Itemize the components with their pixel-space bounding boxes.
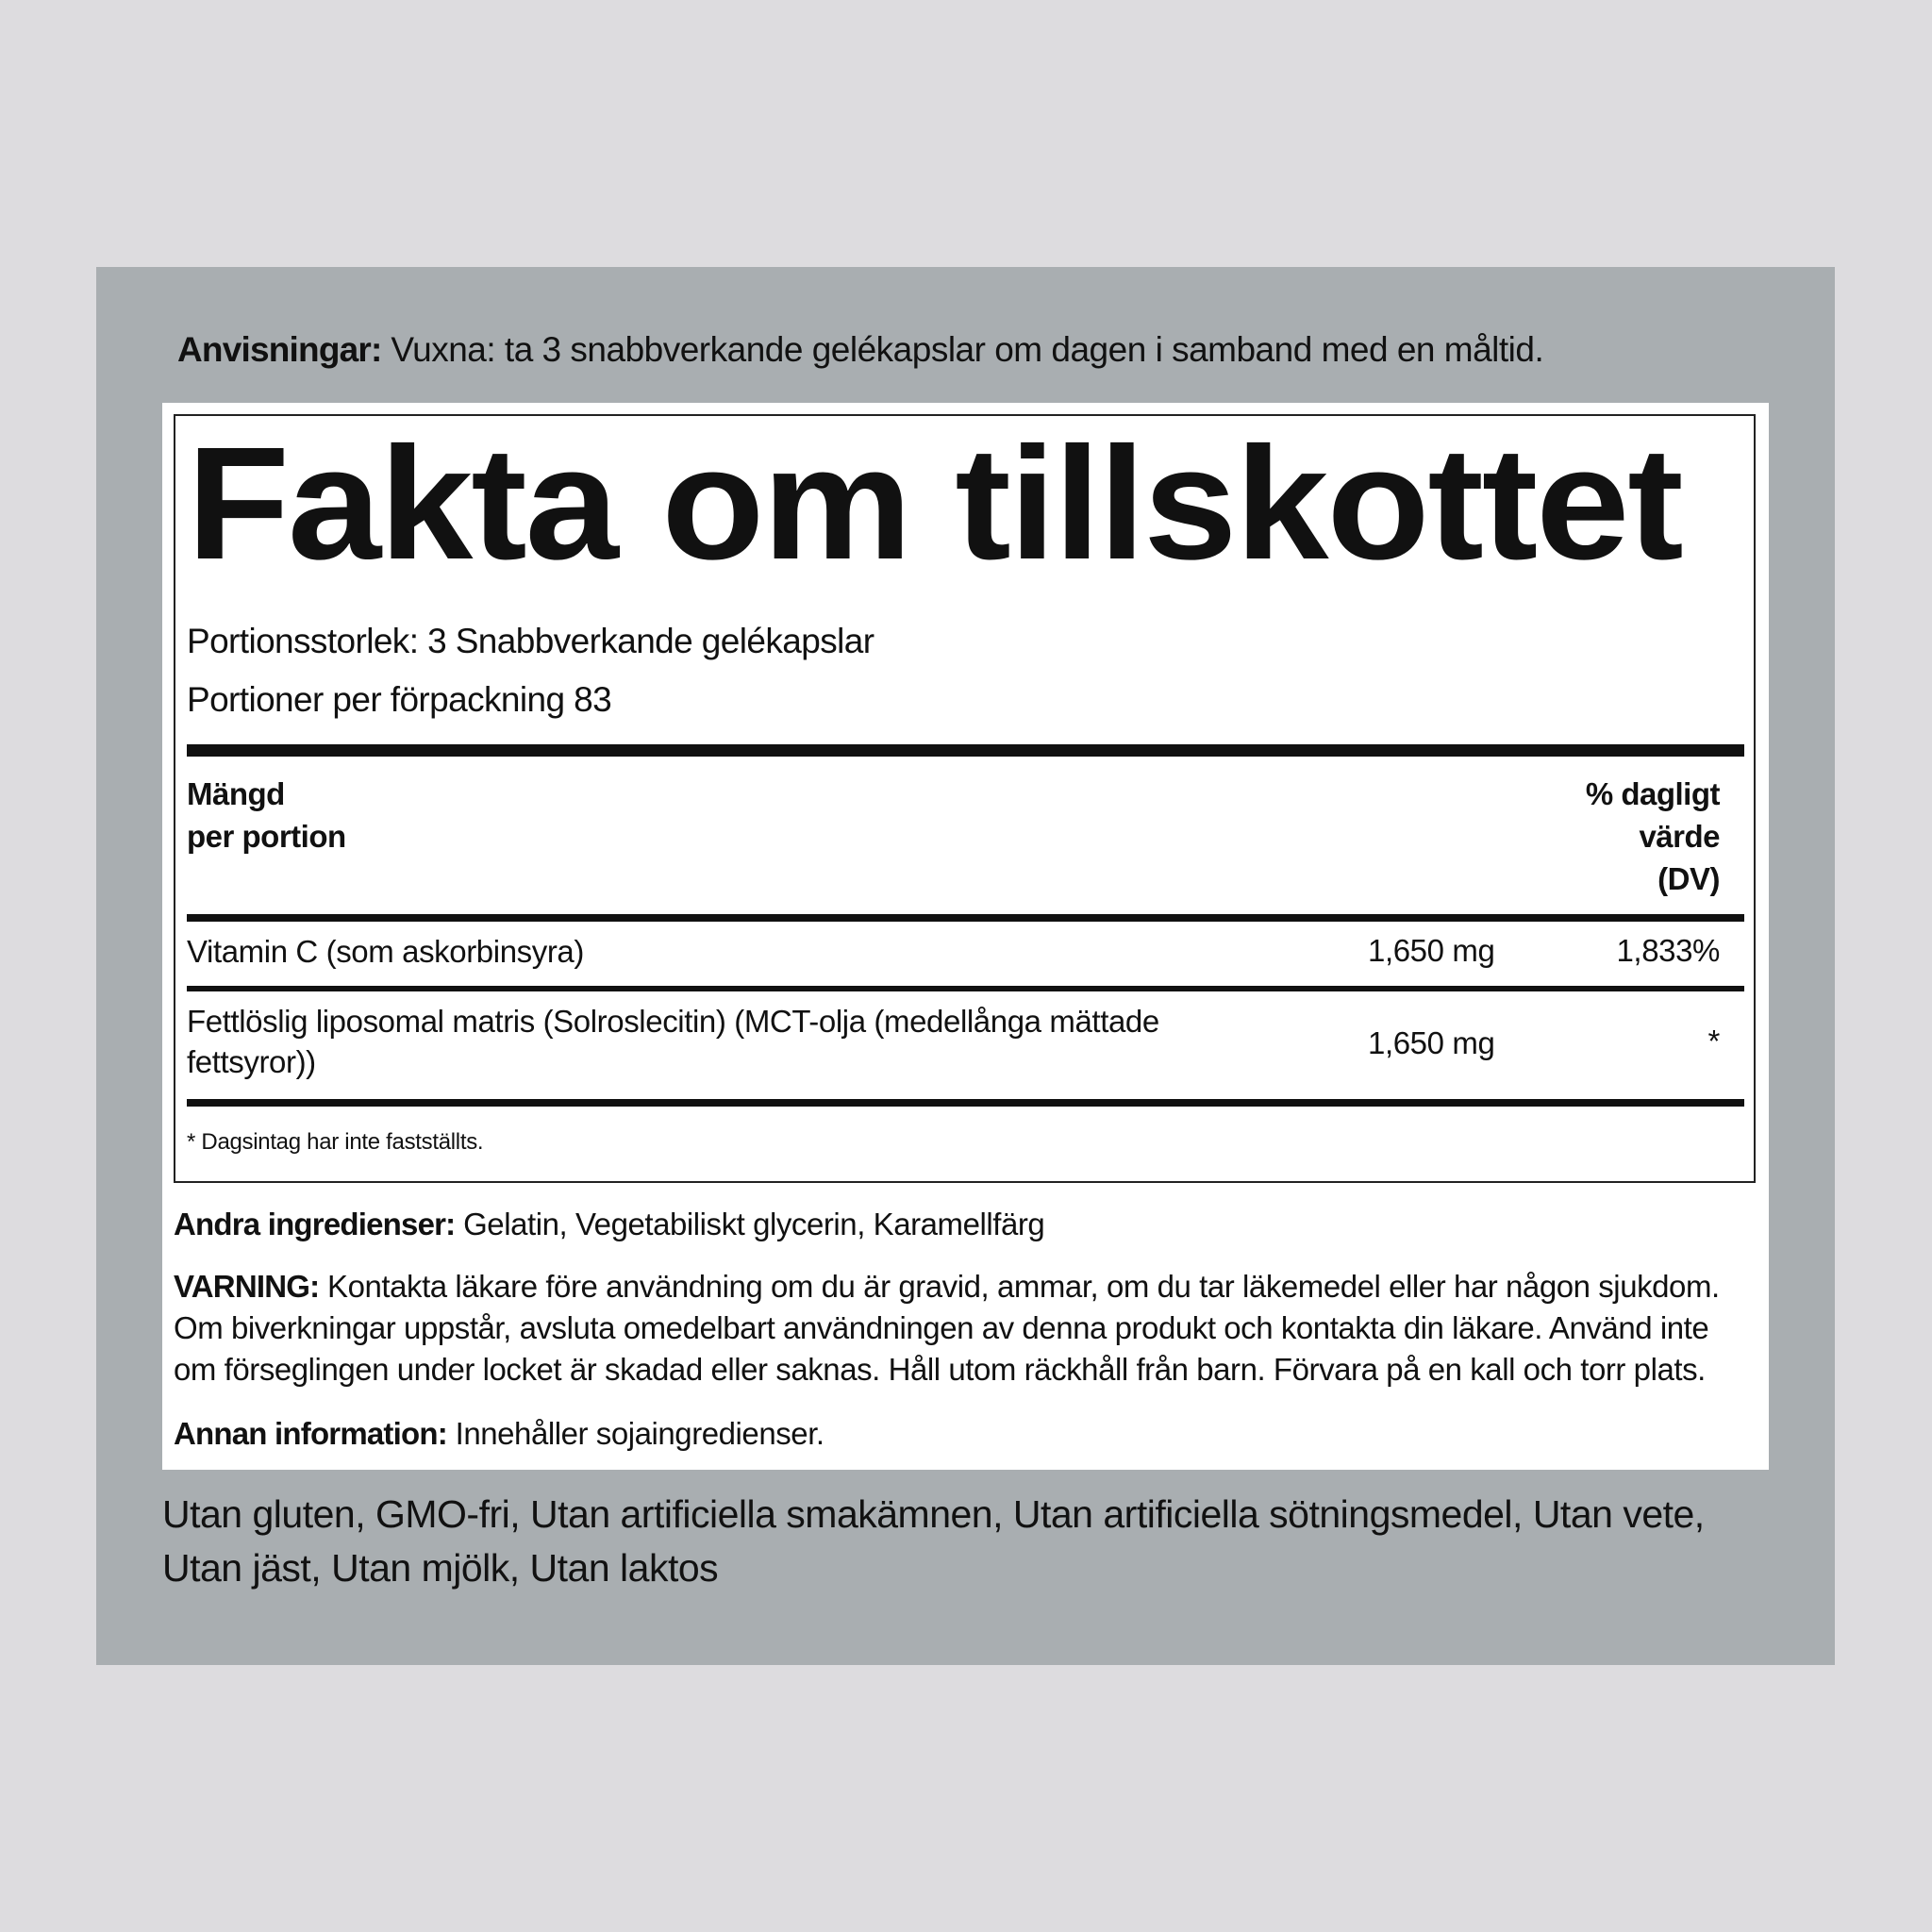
dv-header-line2: värde xyxy=(1639,819,1720,854)
directions-label: Anvisningar: xyxy=(177,330,382,369)
facts-title: Fakta om tillskottet xyxy=(187,414,1682,593)
nutrient-amount-liposomal-matrix: 1,650 mg xyxy=(1368,1025,1495,1060)
nutrient-dv-liposomal-matrix: * xyxy=(1707,1024,1720,1058)
daily-value-header xyxy=(1586,773,1720,900)
warning xyxy=(174,1266,1758,1391)
amount-per-serving-header xyxy=(187,773,346,858)
other-information xyxy=(174,1413,1758,1455)
amount-header-line1: Mängd xyxy=(187,776,285,811)
warning-text: Kontakta läkare före användning om du är gravid, ammar, om du tar läkemedel eller har någon sjukdom. Om biverkningar uppstår, avsluta omedelbart användningen av denna produkt och kontakta din läkare. Använd inte om förseglingen under locket är skadad eller saknas. Håll utom räckhåll från barn. Förvara på en kall och torr plats. xyxy=(174,1269,1720,1387)
row-divider xyxy=(187,986,1744,991)
other-ingredients-label: Andra ingredienser: xyxy=(174,1207,456,1241)
nutrient-name-liposomal-matrix: Fettlöslig liposomal matris (Solroslecitin) (MCT-olja (medellånga mättade fettsyror)) xyxy=(187,1004,1159,1079)
footnote: * Dagsintag har inte fastställts. xyxy=(187,1129,484,1155)
nutrient-dv-vitamin-c: 1,833% xyxy=(1616,933,1720,968)
amount-header-line2: per portion xyxy=(187,819,346,854)
other-information-label: Annan information: xyxy=(174,1416,447,1451)
other-information-text: Innehåller sojaingredienser. xyxy=(446,1416,824,1451)
other-ingredients-text: Gelatin, Vegetabiliskt glycerin, Karamellfärg xyxy=(455,1207,1045,1241)
directions-text xyxy=(177,330,1543,370)
serving-size: Portionsstorlek: 3 Snabbverkande gelékapslar xyxy=(187,622,874,660)
nutrient-amount-vitamin-c: 1,650 mg xyxy=(1368,933,1495,968)
nutrient-name-vitamin-c: Vitamin C (som askorbinsyra) xyxy=(187,934,584,969)
thick-divider xyxy=(187,744,1744,757)
supplement-facts-box xyxy=(174,414,1756,1183)
free-from-claims: Utan gluten, GMO-fri, Utan artificiella smakämnen, Utan artificiella sötningsmedel, Utan vete, Utan jäst, Utan mjölk, Utan laktos xyxy=(162,1492,1705,1590)
bottom-divider xyxy=(187,1099,1744,1107)
dv-header-line3: (DV) xyxy=(1657,861,1720,896)
other-ingredients xyxy=(174,1204,1758,1245)
directions-body: Vuxna: ta 3 snabbverkande gelékapslar om dagen i samband med en måltid. xyxy=(381,330,1544,369)
dv-header-line1: % dagligt xyxy=(1585,776,1720,811)
servings-per-container: Portioner per förpackning 83 xyxy=(187,680,612,719)
header-divider xyxy=(187,914,1744,922)
warning-label: VARNING: xyxy=(174,1269,320,1304)
